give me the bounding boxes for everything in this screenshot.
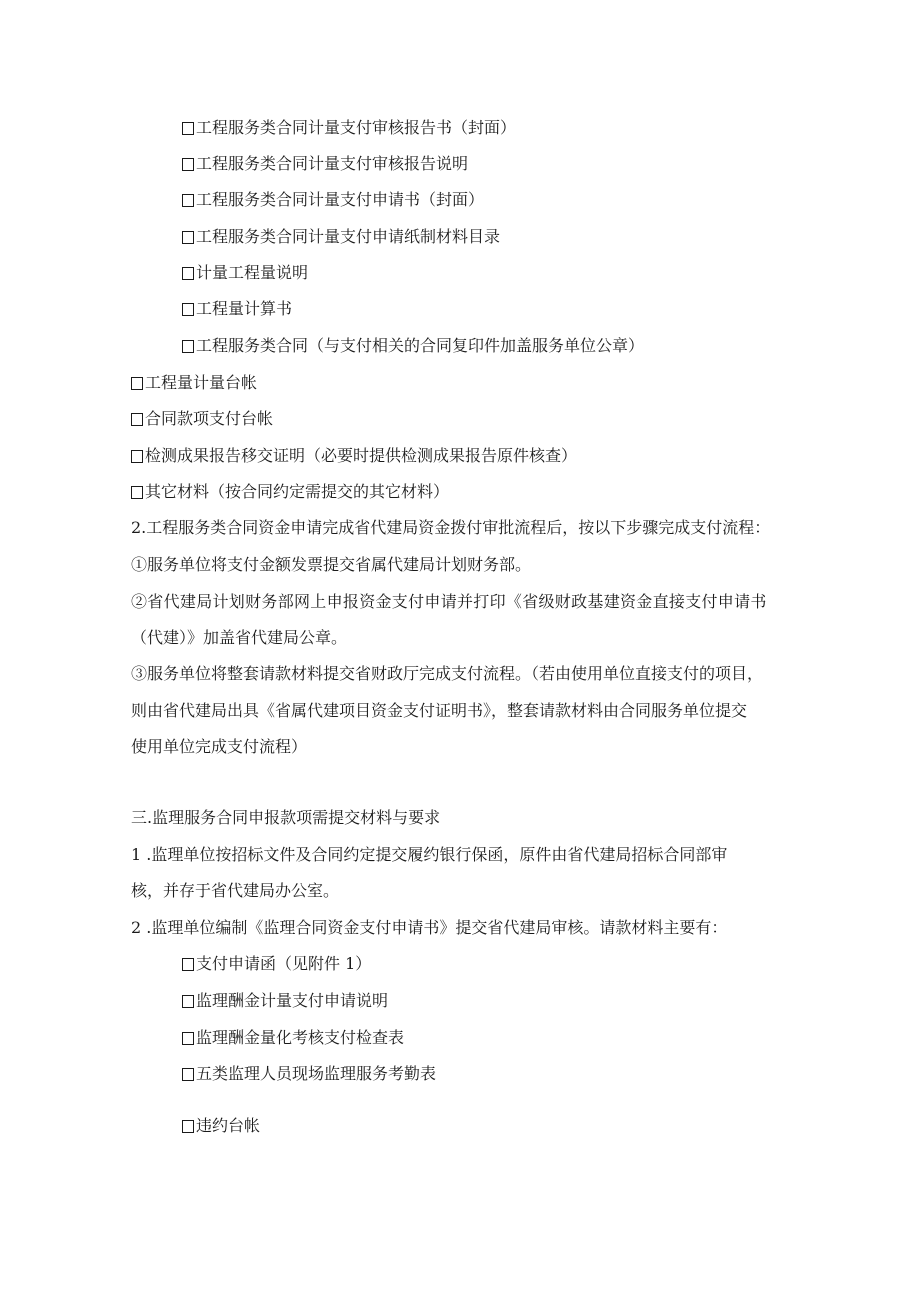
- checkbox-icon: [131, 377, 143, 390]
- checkbox-icon: [182, 1068, 194, 1081]
- checkbox-icon: [182, 340, 194, 353]
- checklist-item: [182, 263, 308, 283]
- checklist-item: [131, 373, 257, 393]
- checklist-item-text: 其它材料（按合同约定需提交的其它材料）: [145, 482, 450, 501]
- checklist-item: [182, 336, 644, 356]
- step-1: ①服务单位将支付金额发票提交省属代建局计划财务部。: [131, 555, 532, 574]
- checklist-item-text: 工程服务类合同计量支付审核报告书（封面）: [196, 118, 517, 137]
- section-3-item-2: 2 .监理单位编制《监理合同资金支付申请书》提交省代建局审核。请款材料主要有：: [131, 918, 728, 937]
- checkbox-icon: [131, 413, 143, 426]
- checklist-item-text: 监理酬金量化考核支付检查表: [196, 1028, 405, 1047]
- checklist-item-text: 违约台帐: [196, 1116, 261, 1135]
- step-3-line-3: 使用单位完成支付流程）: [131, 737, 308, 756]
- checklist-item: [182, 190, 484, 210]
- checklist-item-text: 工程服务类合同计量支付申请纸制材料目录: [196, 227, 501, 246]
- checklist-item-text: 工程服务类合同（与支付相关的合同复印件加盖服务单位公章）: [196, 336, 645, 355]
- section-3-item-1-line-2: 核，并存于省代建局办公室。: [131, 881, 340, 900]
- section-3-item-1-line-1: 1 .监理单位按招标文件及合同约定提交履约银行保函，原件由省代建局招标合同部审: [131, 845, 728, 864]
- checkbox-icon: [131, 450, 143, 463]
- checklist-item: [182, 954, 371, 974]
- checklist-item: [182, 118, 516, 138]
- step-2-line-1: ②省代建局计划财务部网上申报资金支付申请并打印《省级财政基建资金直接支付申请书: [131, 592, 767, 611]
- checklist-item-text: 监理酬金计量支付申请说明: [196, 991, 389, 1010]
- checkbox-icon: [182, 122, 194, 135]
- checklist-item-text: 五类监理人员现场监理服务考勤表: [196, 1064, 437, 1083]
- checkbox-icon: [182, 158, 194, 171]
- checklist-item-text: 工程服务类合同计量支付审核报告说明: [196, 154, 469, 173]
- checklist-item: [182, 154, 468, 174]
- checkbox-icon: [182, 995, 194, 1008]
- checklist-item-text: 合同款项支付台帐: [145, 409, 274, 428]
- checklist-item: [131, 446, 577, 466]
- checklist-item: [182, 991, 388, 1011]
- checkbox-icon: [182, 267, 194, 280]
- step-3-line-1: ③服务单位将整套请款材料提交省财政厅完成支付流程。（若由使用单位直接支付的项目，: [131, 664, 764, 683]
- checklist-item-text: 支付申请函（见附件 1）: [196, 954, 372, 973]
- checklist-item: [131, 409, 273, 429]
- section-3-heading: 三.监理服务合同申报款项需提交材料与要求: [131, 808, 441, 827]
- checkbox-icon: [182, 194, 194, 207]
- paragraph-2: 2.工程服务类合同资金申请完成省代建局资金拨付审批流程后，按以下步骤完成支付流程：: [131, 518, 771, 537]
- checkbox-icon: [182, 303, 194, 316]
- step-2-line-2: （代建）》加盖省代建局公章。: [131, 628, 348, 647]
- checklist-item-text: 计量工程量说明: [196, 263, 309, 282]
- checkbox-icon: [182, 1120, 194, 1133]
- checklist-item-text: 检测成果报告移交证明（必要时提供检测成果报告原件核查）: [145, 446, 578, 465]
- checkbox-icon: [182, 1032, 194, 1045]
- checkbox-icon: [182, 231, 194, 244]
- checkbox-icon: [131, 486, 143, 499]
- checklist-item: [182, 1064, 436, 1084]
- checklist-item-text: 工程量计算书: [196, 299, 293, 318]
- checklist-item-text: 工程服务类合同计量支付申请书（封面）: [196, 190, 485, 209]
- checklist-item: [182, 227, 500, 247]
- checklist-item: [131, 482, 449, 502]
- checklist-item: [182, 299, 292, 319]
- checklist-item: [182, 1028, 404, 1048]
- step-3-line-2: 则由省代建局出具《省属代建项目资金支付证明书》，整套请款材料由合同服务单位提交: [131, 701, 748, 720]
- checklist-item: [182, 1116, 260, 1136]
- checkbox-icon: [182, 958, 194, 971]
- checklist-item-text: 工程量计量台帐: [145, 373, 258, 392]
